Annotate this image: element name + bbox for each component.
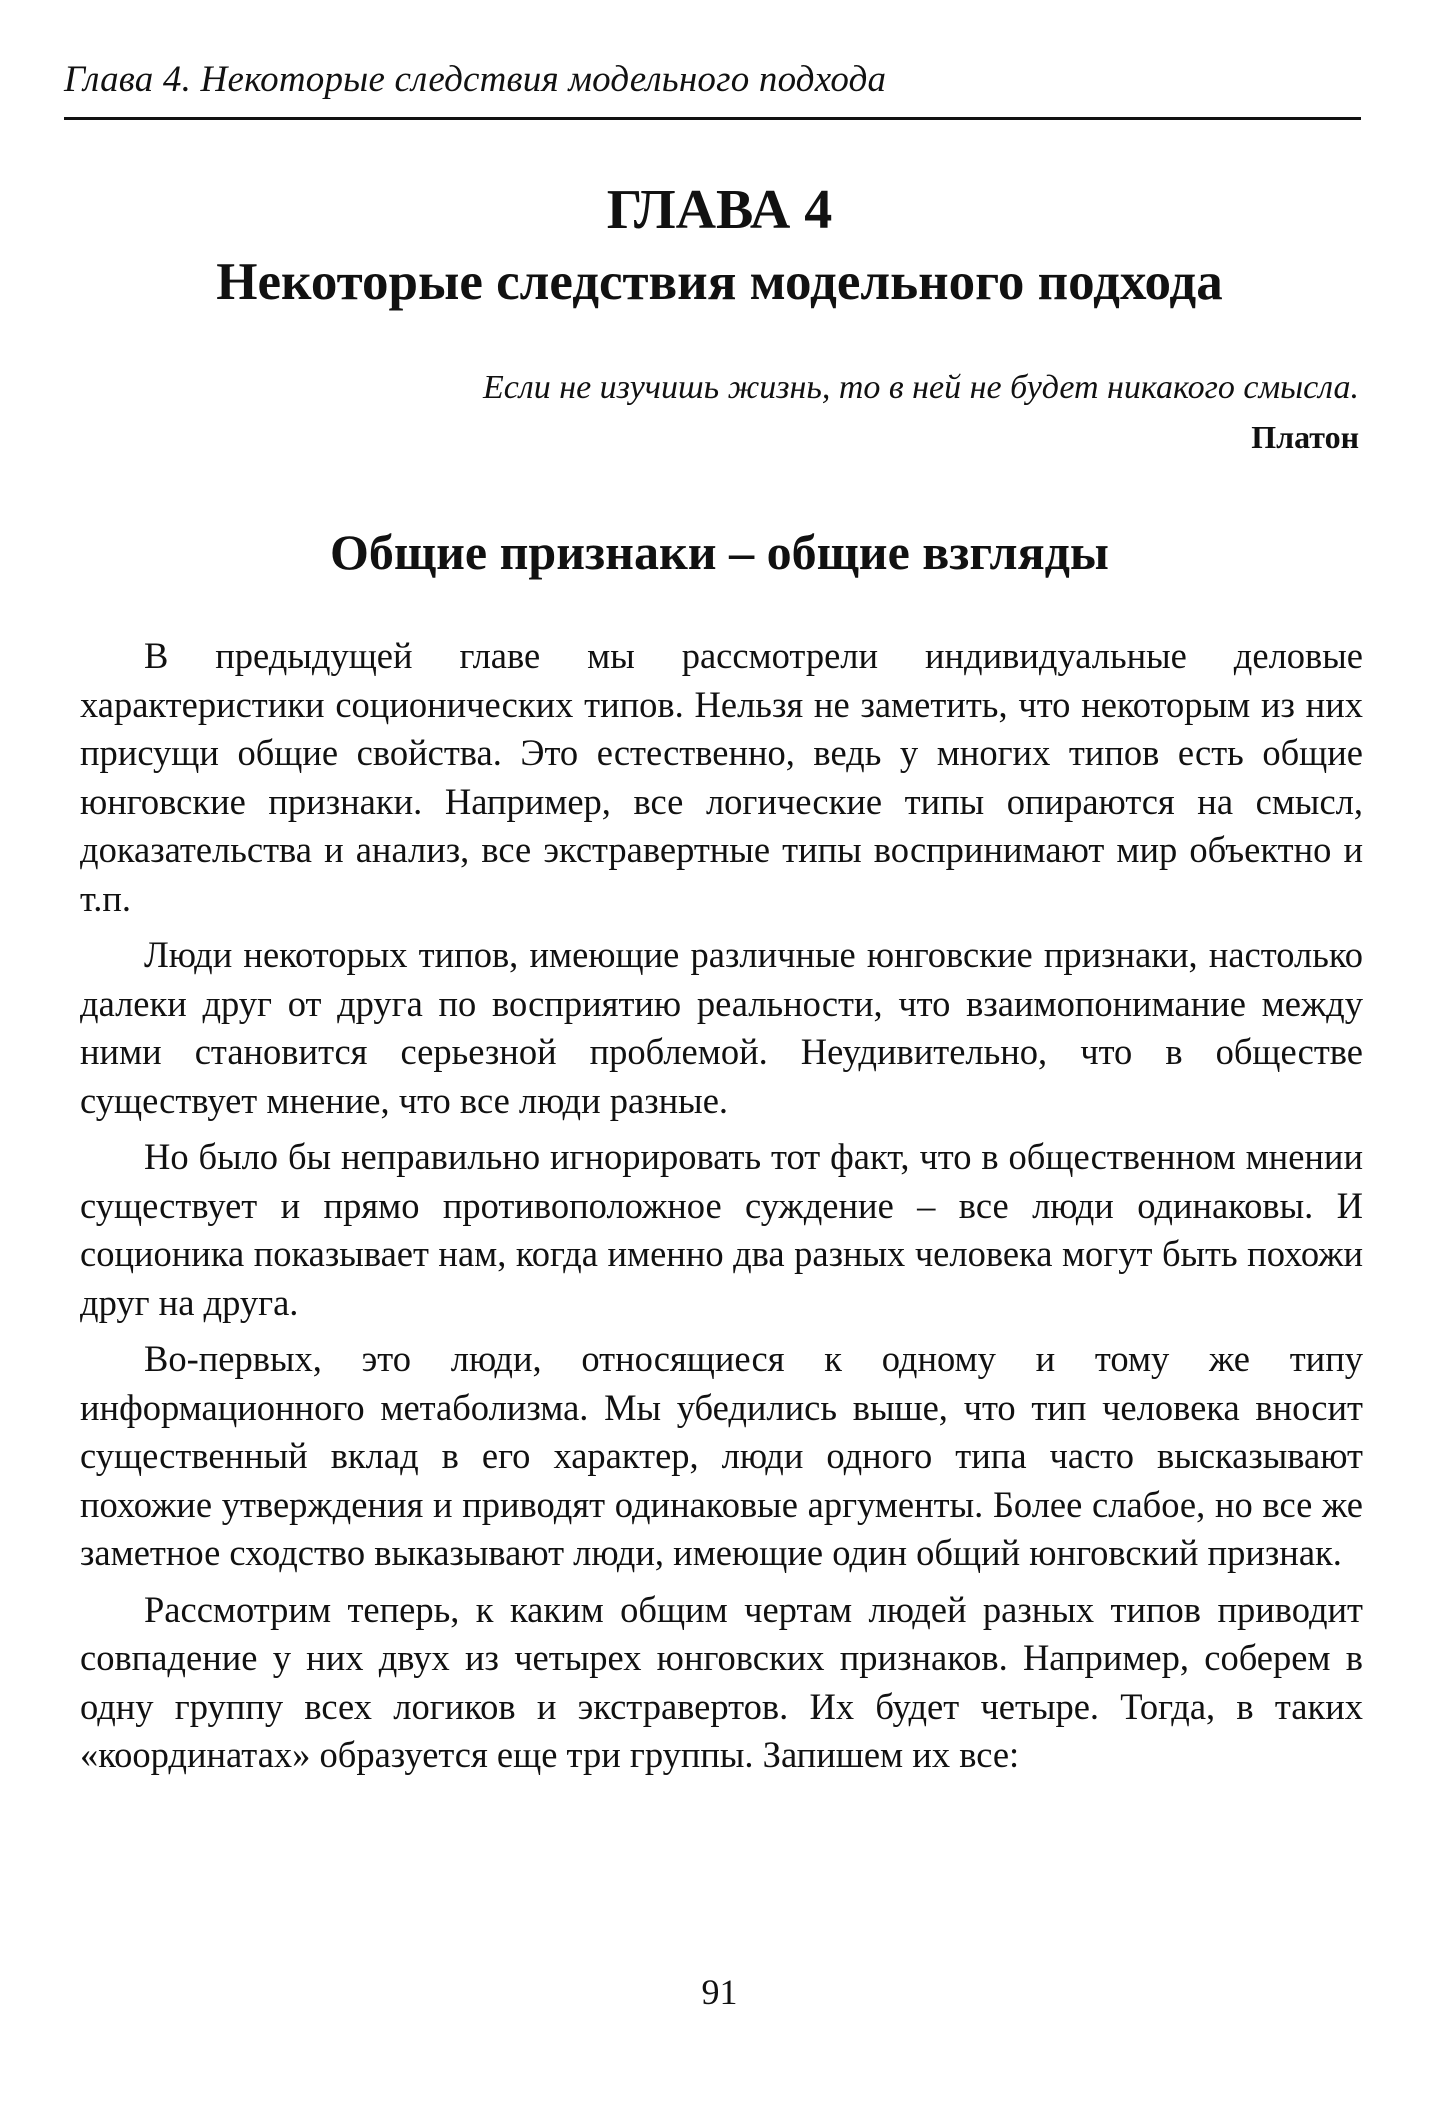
chapter-label: ГЛАВА 4 — [606, 179, 833, 241]
header-rule — [64, 117, 1361, 120]
epigraph-quote: Если не изучишь жизнь, то в ней не будет никакого смысла. — [483, 369, 1359, 406]
paragraph: Люди некоторых типов, имеющие различные юнговские признаки, настолько далеки друг от друга по восприятию реальности, что взаимопонимание между ними становится серьезной проблемой. Неудивительно, что в обществе существует мнение, что все люди разные. — [80, 934, 1363, 1121]
page-number: 91 — [701, 1972, 738, 2012]
paragraph: В предыдущей главе мы рассмотрели индивидуальные деловые характеристики соционических типов. Нельзя не заметить, что некоторым из них присущи общие свойства. Это естественно, ведь у многих типов есть общие юнговские признаки. Например, все логические типы опираются на смысл, доказательства и анализ, все экстравертные типы воспринимают мир объектно и т.п. — [80, 635, 1363, 919]
body-text — [80, 632, 1363, 1788]
epigraph-author: Платон — [1251, 419, 1359, 455]
paragraph: Во-первых, это люди, относящиеся к одному и тому же типу информационного метаболизма. Мы убедились выше, что тип человека вносит существенный вклад в его характер, люди одного типа часто высказывают похожие утверждения и приводят одинаковые аргументы. Более слабое, но все же заметное сходство выказывают люди, имеющие один общий юнговский признак. — [80, 1338, 1363, 1573]
paragraph: Но было бы неправильно игнорировать тот факт, что в общественном мнении существует и прямо противоположное суждение – все люди одинаковы. И соционика показывает нам, когда именно два разных человека могут быть похожи друг на друга. — [80, 1136, 1363, 1323]
running-header: Глава 4. Некоторые следствия модельного подхода — [64, 59, 887, 100]
chapter-title: Некоторые следствия модельного подхода — [216, 253, 1223, 311]
section-title: Общие признаки – общие взгляды — [330, 524, 1109, 580]
paragraph: Рассмотрим теперь, к каким общим чертам людей разных типов приводит совпадение у них двух из четырех юнговских признаков. Например, соберем в одну группу всех логиков и экстравертов. Их будет четыре. Тогда, в таких «координатах» образуется еще три группы. Запишем их все: — [80, 1588, 1363, 1775]
